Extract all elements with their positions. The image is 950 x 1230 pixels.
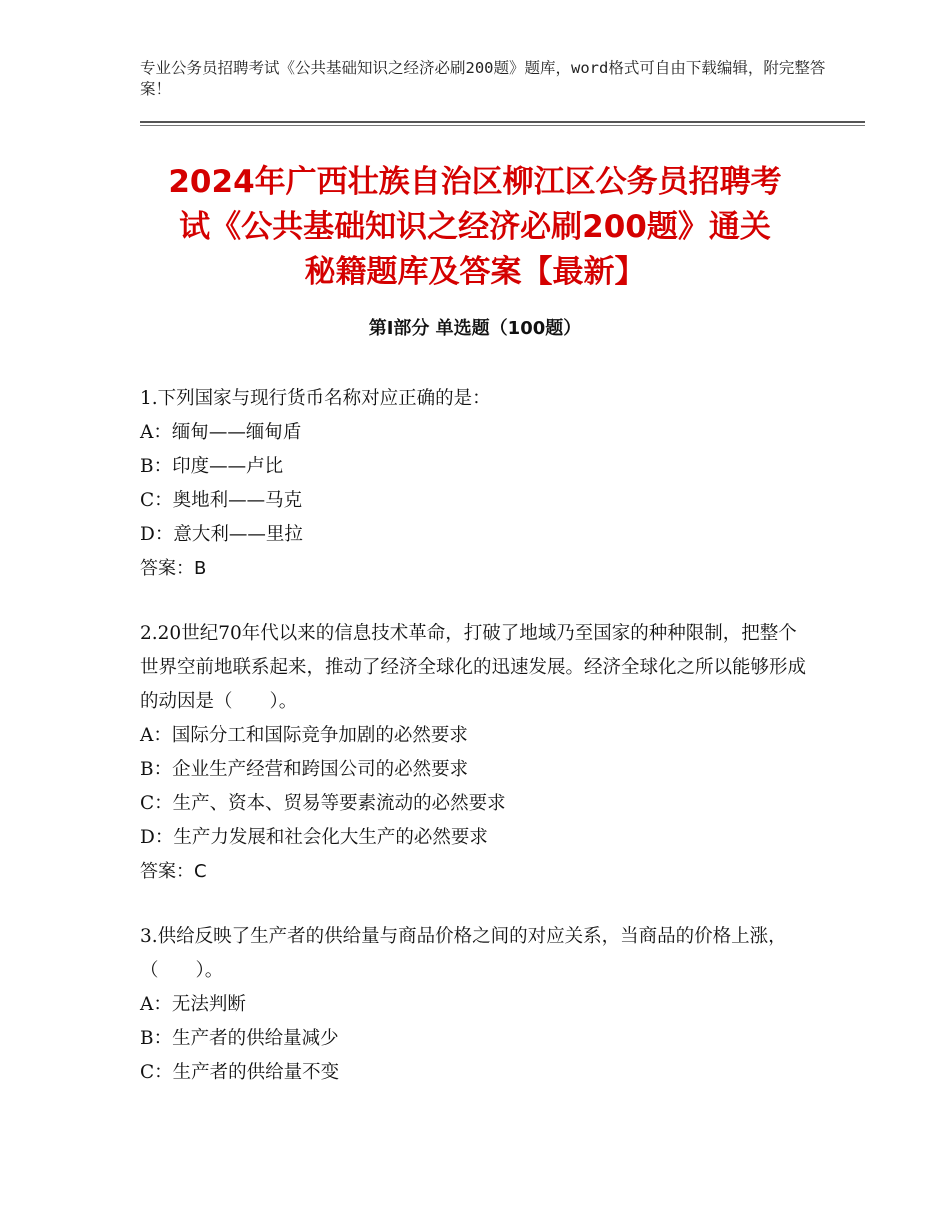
- question-stem: 3.供给反映了生产者的供给量与商品价格之间的对应关系，当商品的价格上涨，（ ）。: [140, 926, 787, 981]
- option-a: A：无法判断: [140, 994, 246, 1015]
- question-1: [140, 382, 815, 586]
- option-b: B：印度——卢比: [140, 456, 284, 477]
- question-3: [140, 920, 815, 1090]
- header-divider-thin: [140, 125, 865, 126]
- title-line-3: 秘籍题库及答案【最新】: [304, 254, 646, 290]
- answer-line: 答案：C: [140, 861, 207, 882]
- header-divider-thick: [140, 121, 865, 123]
- option-d: D：生产力发展和社会化大生产的必然要求: [140, 827, 488, 848]
- question-list: [140, 382, 815, 1121]
- option-b: B：企业生产经营和跨国公司的必然要求: [140, 759, 469, 780]
- option-a: A：国际分工和国际竞争加剧的必然要求: [140, 725, 468, 746]
- answer-line: 答案：B: [140, 558, 207, 579]
- option-c: C：生产者的供给量不变: [140, 1062, 340, 1083]
- question-stem: 2.20世纪70年代以来的信息技术革命，打破了地域乃至国家的种种限制，把整个世界空前地联系起来，推动了经济全球化的迅速发展。经济全球化之所以能够形成的动因是（ ）。: [140, 623, 807, 712]
- title-line-1: 2024年广西壮族自治区柳江区公务员招聘考: [168, 164, 782, 200]
- question-2: [140, 617, 815, 889]
- document-title: [140, 160, 810, 295]
- document-header-note: 专业公务员招聘考试《公共基础知识之经济必刷200题》题库，word格式可自由下载编辑，附完整答案！: [140, 59, 826, 98]
- option-c: C：奥地利——马克: [140, 490, 303, 511]
- option-a: A：缅甸——缅甸盾: [140, 422, 302, 443]
- option-c: C：生产、资本、贸易等要素流动的必然要求: [140, 793, 506, 814]
- title-line-2: 试《公共基础知识之经济必刷200题》通关: [179, 209, 771, 245]
- section-heading: 第Ⅰ部分 单选题（100题）: [368, 318, 582, 339]
- option-b: B：生产者的供给量减少: [140, 1028, 339, 1049]
- question-stem: 1.下列国家与现行货币名称对应正确的是：: [140, 388, 491, 409]
- option-d: D：意大利——里拉: [140, 524, 303, 545]
